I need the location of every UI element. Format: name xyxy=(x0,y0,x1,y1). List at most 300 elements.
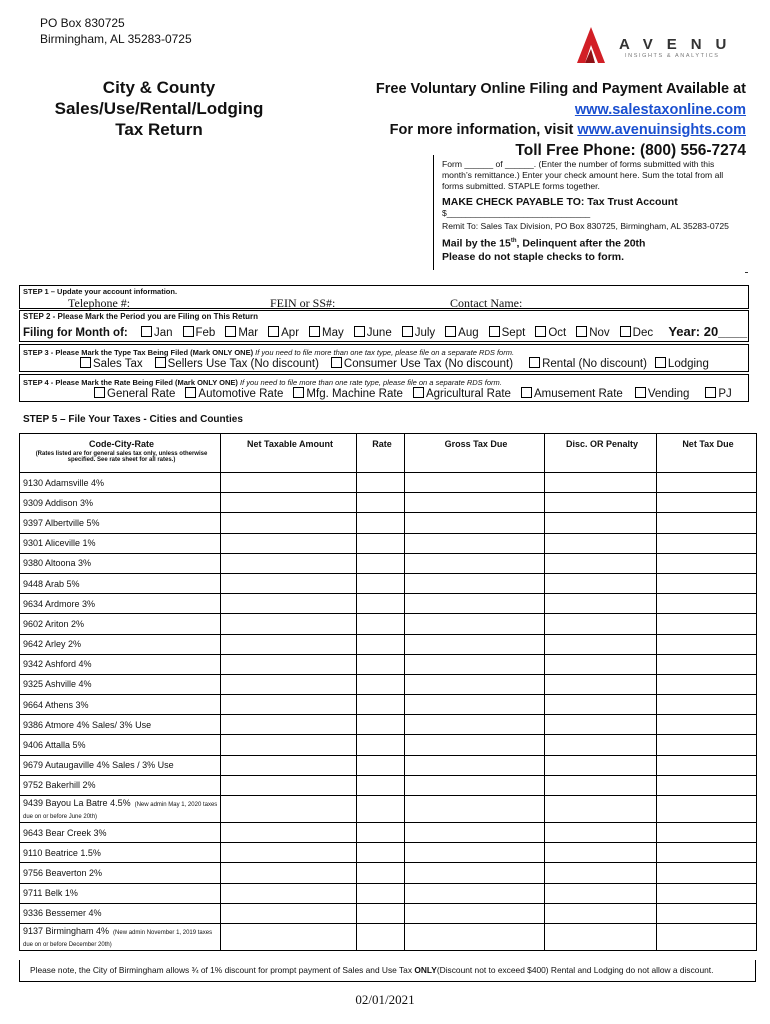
city-rate-cell xyxy=(20,493,221,513)
net-taxable-input[interactable] xyxy=(221,903,357,923)
tax-type-option[interactable] xyxy=(80,358,143,370)
net-tax-input[interactable] xyxy=(657,735,757,755)
fein-field[interactable]: FEIN or SS#: xyxy=(270,296,336,310)
gross-tax-input[interactable] xyxy=(405,533,545,553)
gross-tax-input[interactable] xyxy=(405,715,545,735)
tax-type-option[interactable] xyxy=(155,358,319,370)
disc-penalty-input[interactable] xyxy=(545,903,657,923)
col-code-city-rate-label: Code-City-Rate xyxy=(88,439,154,449)
net-taxable-input[interactable] xyxy=(221,863,357,883)
avenu-logo xyxy=(573,25,741,65)
net-taxable-input[interactable] xyxy=(221,493,357,513)
city-name: 9602 Ariton 2% xyxy=(23,618,85,629)
city-name: 9301 Aliceville 1% xyxy=(23,538,96,549)
telephone-field[interactable]: Telephone #: xyxy=(68,296,131,310)
city-rate-cell xyxy=(20,755,221,775)
filing-month-label: Filing for Month of: xyxy=(23,327,128,339)
avenuinsights-link[interactable]: www.avenuinsights.com xyxy=(577,122,746,138)
disc-penalty-input[interactable] xyxy=(545,634,657,654)
table-row xyxy=(20,513,757,533)
tax-type-label: Rental (No discount) xyxy=(542,358,647,370)
net-tax-input[interactable] xyxy=(657,823,757,843)
net-taxable-input[interactable] xyxy=(221,654,357,674)
rate-input[interactable] xyxy=(357,674,405,694)
rate-input[interactable] xyxy=(357,573,405,593)
month-option-feb[interactable] xyxy=(183,327,216,339)
divider-mark xyxy=(745,272,748,273)
city-rate-cell xyxy=(20,775,221,795)
net-tax-input[interactable] xyxy=(657,553,757,573)
net-tax-input[interactable] xyxy=(657,573,757,593)
disc-penalty-input[interactable] xyxy=(545,573,657,593)
rate-input[interactable] xyxy=(357,594,405,614)
city-name: 9711 Belk 1% xyxy=(23,888,78,899)
city-name: 9397 Albertville 5% xyxy=(23,517,100,528)
gross-tax-input[interactable] xyxy=(405,634,545,654)
gross-tax-input[interactable] xyxy=(405,473,545,493)
rate-type-label: PJ xyxy=(718,388,732,400)
table-row xyxy=(20,573,757,593)
city-name: 9679 Autaugaville 4% Sales / 3% Use xyxy=(23,760,174,771)
rate-type-option[interactable] xyxy=(94,388,175,400)
disc-penalty-input[interactable] xyxy=(545,533,657,553)
disc-penalty-input[interactable] xyxy=(545,614,657,634)
net-tax-input[interactable] xyxy=(657,843,757,863)
month-checkbox[interactable] xyxy=(489,326,500,337)
net-taxable-input[interactable] xyxy=(221,695,357,715)
gross-tax-input[interactable] xyxy=(405,573,545,593)
rate-type-checkbox[interactable] xyxy=(413,387,424,398)
rate-input[interactable] xyxy=(357,473,405,493)
disc-penalty-input[interactable] xyxy=(545,775,657,795)
footnote-suffix: (Discount not to exceed $400) Rental and Lodging do not allow a discount. xyxy=(436,965,714,975)
tax-table-body xyxy=(20,473,757,951)
disc-penalty-input[interactable] xyxy=(545,715,657,735)
title-line-3: Tax Return xyxy=(115,120,203,139)
net-taxable-input[interactable] xyxy=(221,533,357,553)
net-tax-input[interactable] xyxy=(657,755,757,775)
table-row xyxy=(20,843,757,863)
table-row xyxy=(20,903,757,923)
table-row xyxy=(20,715,757,735)
net-taxable-input[interactable] xyxy=(221,614,357,634)
rate-type-checkbox[interactable] xyxy=(705,387,716,398)
col-rate-note: (Rates listed are for general sales tax only, unless otherwise specified. See rate sheet for all rates.) xyxy=(35,451,208,463)
rate-type-option[interactable] xyxy=(521,388,623,400)
rate-type-checkbox[interactable] xyxy=(521,387,532,398)
city-name: 9336 Bessemer 4% xyxy=(23,908,102,919)
form-count-instructions: Form ______ of ______. (Enter the number of forms submitted with this month’s remittance.) Enter your check amount here. Sum the total from all forms submitted. STAPLE forms together. xyxy=(442,159,724,191)
month-option-may[interactable] xyxy=(309,327,344,339)
disc-penalty-input[interactable] xyxy=(545,755,657,775)
city-admin-note: (New admin November 1, 2019 taxes due on or before December 20th) xyxy=(23,929,213,948)
city-name: 9642 Arley 2% xyxy=(23,639,82,650)
city-rate-cell xyxy=(20,823,221,843)
tax-type-option[interactable] xyxy=(529,358,647,370)
city-rate-cell xyxy=(20,674,221,694)
disc-penalty-input[interactable] xyxy=(545,863,657,883)
step1-account-info xyxy=(19,285,749,309)
tax-type-options xyxy=(80,357,709,370)
rate-input[interactable] xyxy=(357,903,405,923)
step5-label: STEP 5 – File Your Taxes - Cities and Counties xyxy=(23,414,243,425)
month-checkbox[interactable] xyxy=(402,326,413,337)
remit-to-address: Remit To: Sales Tax Division, PO Box 830725, Birmingham, AL 35283-0725 xyxy=(442,221,729,231)
city-name: 9110 Beatrice 1.5% xyxy=(23,847,101,858)
net-tax-input[interactable] xyxy=(657,775,757,795)
city-rate-cell xyxy=(20,796,221,823)
rate-input[interactable] xyxy=(357,533,405,553)
rate-type-checkbox[interactable] xyxy=(94,387,105,398)
address-line-1: PO Box 830725 xyxy=(40,16,125,30)
city-rate-cell xyxy=(20,715,221,735)
month-label: Feb xyxy=(195,327,216,339)
table-row xyxy=(20,553,757,573)
disc-penalty-input[interactable] xyxy=(545,594,657,614)
month-label: June xyxy=(366,327,392,339)
gross-tax-input[interactable] xyxy=(405,843,545,863)
month-label: Aug xyxy=(458,327,479,339)
month-option-oct[interactable] xyxy=(535,327,566,339)
table-row xyxy=(20,775,757,795)
net-taxable-input[interactable] xyxy=(221,473,357,493)
net-taxable-input[interactable] xyxy=(221,883,357,903)
step1-label: STEP 1 – Update your account information. xyxy=(23,287,178,296)
return-address xyxy=(40,15,192,47)
city-rate-cell xyxy=(20,903,221,923)
month-checkbox[interactable] xyxy=(225,326,236,337)
table-row xyxy=(20,473,757,493)
month-checkbox[interactable] xyxy=(183,326,194,337)
rate-input[interactable] xyxy=(357,883,405,903)
city-rate-cell xyxy=(20,594,221,614)
rate-input[interactable] xyxy=(357,493,405,513)
step2-label: STEP 2 - Please Mark the Period you are Filing on This Return xyxy=(23,312,259,321)
rate-input[interactable] xyxy=(357,775,405,795)
disc-penalty-input[interactable] xyxy=(545,473,657,493)
table-row xyxy=(20,883,757,903)
rate-type-checkbox[interactable] xyxy=(185,387,196,398)
net-taxable-input[interactable] xyxy=(221,573,357,593)
month-checkbox[interactable] xyxy=(141,326,152,337)
net-taxable-input[interactable] xyxy=(221,923,357,950)
month-option-nov[interactable] xyxy=(576,327,609,339)
table-row xyxy=(20,755,757,775)
rate-input[interactable] xyxy=(357,823,405,843)
gross-tax-input[interactable] xyxy=(405,513,545,533)
step4-label-bold: STEP 4 - Please Mark the Rate Being Filed (Mark ONLY ONE) xyxy=(23,378,238,387)
net-tax-input[interactable] xyxy=(657,614,757,634)
title-line-2: Sales/Use/Rental/Lodging xyxy=(54,99,264,118)
rate-type-label: Amusement Rate xyxy=(533,388,623,400)
payment-info-box xyxy=(433,155,745,270)
step3-tax-type xyxy=(19,344,749,372)
no-staple-note: Please do not staple checks to form. xyxy=(442,250,625,263)
gross-tax-input[interactable] xyxy=(405,674,545,694)
online-filing-promo xyxy=(376,79,746,161)
city-name: 9386 Atmore 4% Sales/ 3% Use xyxy=(23,719,152,730)
month-label: Mar xyxy=(238,327,259,339)
step3-label-italic: If you need to file more than one tax type, please file on a separate RDS form. xyxy=(253,348,515,357)
rate-type-checkbox[interactable] xyxy=(293,387,304,398)
month-label: Jan xyxy=(153,327,173,339)
salestaxonline-link[interactable]: www.salestaxonline.com xyxy=(574,101,746,118)
city-rate-cell xyxy=(20,654,221,674)
logo-tagline: INSIGHTS & ANALYTICS xyxy=(625,53,720,59)
tax-type-option[interactable] xyxy=(331,358,513,370)
rate-input[interactable] xyxy=(357,715,405,735)
col-gross-tax: Gross Tax Due xyxy=(405,434,545,473)
contact-name-field[interactable]: Contact Name: xyxy=(450,296,523,310)
month-label: Oct xyxy=(548,327,567,339)
rate-input[interactable] xyxy=(357,654,405,674)
city-name: 9752 Bakerhill 2% xyxy=(23,780,96,791)
city-rate-cell xyxy=(20,533,221,553)
gross-tax-input[interactable] xyxy=(405,695,545,715)
tax-type-label: Lodging xyxy=(667,358,709,370)
table-row xyxy=(20,493,757,513)
city-name: 9325 Ashville 4% xyxy=(23,679,92,690)
step4-rate-type xyxy=(19,374,749,402)
gross-tax-input[interactable] xyxy=(405,614,545,634)
gross-tax-input[interactable] xyxy=(405,755,545,775)
payable-to: MAKE CHECK PAYABLE TO: Tax Trust Account xyxy=(442,196,678,208)
col-disc-penalty: Disc. OR Penalty xyxy=(545,434,657,473)
month-checkbox[interactable] xyxy=(576,326,587,337)
rate-input[interactable] xyxy=(357,843,405,863)
city-name: 9756 Beaverton 2% xyxy=(23,867,103,878)
tax-type-label: Sales Tax xyxy=(93,358,143,370)
gross-tax-input[interactable] xyxy=(405,796,545,823)
city-name: 9137 Birmingham 4% xyxy=(23,925,110,936)
disc-penalty-input[interactable] xyxy=(545,654,657,674)
month-option-june[interactable] xyxy=(354,327,392,339)
net-tax-input[interactable] xyxy=(657,715,757,735)
rate-input[interactable] xyxy=(357,796,405,823)
disc-penalty-input[interactable] xyxy=(545,674,657,694)
rate-type-label: Agricultural Rate xyxy=(425,388,511,400)
city-name: 9380 Altoona 3% xyxy=(23,558,92,569)
net-tax-input[interactable] xyxy=(657,796,757,823)
city-rate-cell xyxy=(20,695,221,715)
city-admin-note: (New admin May 1, 2020 taxes due on or before June 20th) xyxy=(23,802,218,820)
rate-type-options xyxy=(94,387,732,400)
disc-penalty-input[interactable] xyxy=(545,883,657,903)
net-taxable-input[interactable] xyxy=(221,634,357,654)
tax-table xyxy=(19,433,757,951)
month-checkbox[interactable] xyxy=(620,326,631,337)
net-tax-input[interactable] xyxy=(657,513,757,533)
mail-deadline-suffix: , Delinquent after the 20th xyxy=(516,237,646,250)
mail-deadline-sup: th xyxy=(510,238,517,244)
logo-wordmark: AVENU xyxy=(619,36,741,53)
net-tax-input[interactable] xyxy=(657,674,757,694)
gross-tax-input[interactable] xyxy=(405,823,545,843)
city-name: 9342 Ashford 4% xyxy=(23,659,92,670)
month-option-apr[interactable] xyxy=(268,327,299,339)
check-amount-field[interactable]: $______________________________ xyxy=(442,208,591,218)
month-option-mar[interactable] xyxy=(225,327,258,339)
step4-label xyxy=(23,378,502,387)
net-tax-input[interactable] xyxy=(657,923,757,950)
net-tax-input[interactable] xyxy=(657,594,757,614)
tax-type-checkbox[interactable] xyxy=(529,357,540,368)
more-info-text: For more information, visit xyxy=(389,122,578,138)
city-rate-cell xyxy=(20,634,221,654)
month-checkbox[interactable] xyxy=(354,326,365,337)
city-rate-cell xyxy=(20,553,221,573)
rate-input[interactable] xyxy=(357,513,405,533)
tax-type-checkbox[interactable] xyxy=(655,357,666,368)
city-rate-cell xyxy=(20,923,221,950)
disc-penalty-input[interactable] xyxy=(545,923,657,950)
disc-penalty-input[interactable] xyxy=(545,513,657,533)
avenu-logo-mark-icon xyxy=(573,25,609,65)
gross-tax-input[interactable] xyxy=(405,883,545,903)
gross-tax-input[interactable] xyxy=(405,493,545,513)
gross-tax-input[interactable] xyxy=(405,594,545,614)
month-checkbox[interactable] xyxy=(309,326,320,337)
month-label: Nov xyxy=(589,327,610,339)
city-name: 9664 Athens 3% xyxy=(23,699,89,710)
net-taxable-input[interactable] xyxy=(221,755,357,775)
net-taxable-input[interactable] xyxy=(221,674,357,694)
disc-penalty-input[interactable] xyxy=(545,843,657,863)
rate-type-option[interactable] xyxy=(413,388,511,400)
step3-label xyxy=(23,348,514,357)
table-row xyxy=(20,695,757,715)
net-taxable-input[interactable] xyxy=(221,843,357,863)
gross-tax-input[interactable] xyxy=(405,903,545,923)
rate-input[interactable] xyxy=(357,553,405,573)
rate-input[interactable] xyxy=(357,614,405,634)
rate-type-label: Vending xyxy=(647,388,690,400)
month-option-dec[interactable] xyxy=(620,327,653,339)
month-checkbox-list xyxy=(131,327,653,339)
rate-type-option[interactable] xyxy=(705,388,731,400)
month-checkbox[interactable] xyxy=(268,326,279,337)
mail-deadline xyxy=(442,235,745,251)
city-rate-cell xyxy=(20,735,221,755)
net-taxable-input[interactable] xyxy=(221,715,357,735)
month-label: Apr xyxy=(281,327,300,339)
month-checkbox[interactable] xyxy=(535,326,546,337)
net-taxable-input[interactable] xyxy=(221,513,357,533)
city-rate-cell xyxy=(20,843,221,863)
city-name: 9448 Arab 5% xyxy=(23,578,80,589)
disc-penalty-input[interactable] xyxy=(545,493,657,513)
rate-input[interactable] xyxy=(357,634,405,654)
month-option-aug[interactable] xyxy=(445,327,478,339)
city-rate-cell xyxy=(20,883,221,903)
net-tax-input[interactable] xyxy=(657,654,757,674)
city-rate-cell xyxy=(20,863,221,883)
net-taxable-input[interactable] xyxy=(221,823,357,843)
gross-tax-input[interactable] xyxy=(405,923,545,950)
net-tax-input[interactable] xyxy=(657,533,757,553)
rate-input[interactable] xyxy=(357,863,405,883)
table-row xyxy=(20,594,757,614)
table-row xyxy=(20,533,757,553)
net-tax-input[interactable] xyxy=(657,473,757,493)
disc-penalty-input[interactable] xyxy=(545,735,657,755)
net-taxable-input[interactable] xyxy=(221,775,357,795)
rate-input[interactable] xyxy=(357,923,405,950)
rate-type-option[interactable] xyxy=(293,388,403,400)
net-taxable-input[interactable] xyxy=(221,735,357,755)
tax-type-checkbox[interactable] xyxy=(80,357,91,368)
disc-penalty-input[interactable] xyxy=(545,695,657,715)
gross-tax-input[interactable] xyxy=(405,775,545,795)
footnote-prefix: Please note, the City of Birmingham allows ¾ of 1% discount for prompt payment of Sales and Use Tax xyxy=(30,965,415,975)
disc-penalty-input[interactable] xyxy=(545,796,657,823)
tax-type-checkbox[interactable] xyxy=(331,357,342,368)
net-tax-input[interactable] xyxy=(657,883,757,903)
tax-type-checkbox[interactable] xyxy=(155,357,166,368)
year-field[interactable]: Year: 20____ xyxy=(668,324,748,339)
net-tax-input[interactable] xyxy=(657,863,757,883)
step3-label-bold: STEP 3 - Please Mark the Type Tax Being Filed (Mark ONLY ONE) xyxy=(23,348,254,357)
rate-input[interactable] xyxy=(357,755,405,775)
col-code-city-rate xyxy=(20,434,221,473)
city-name: 9406 Attalla 5% xyxy=(23,740,86,751)
month-option-jan[interactable] xyxy=(141,327,173,339)
month-option-sept[interactable] xyxy=(489,327,526,339)
promo-line: Free Voluntary Online Filing and Payment Available at xyxy=(375,81,746,97)
month-label: July xyxy=(414,327,436,339)
net-tax-input[interactable] xyxy=(657,634,757,654)
tax-type-option[interactable] xyxy=(655,358,709,370)
net-taxable-input[interactable] xyxy=(221,594,357,614)
title-line-1: City & County xyxy=(102,78,216,97)
city-rate-cell xyxy=(20,614,221,634)
net-tax-input[interactable] xyxy=(657,903,757,923)
city-rate-cell xyxy=(20,513,221,533)
net-tax-input[interactable] xyxy=(657,493,757,513)
city-name: 9634 Ardmore 3% xyxy=(23,598,96,609)
city-name: 9643 Bear Creek 3% xyxy=(23,827,107,838)
rate-input[interactable] xyxy=(357,695,405,715)
city-rate-cell xyxy=(20,473,221,493)
form-revision-date: 02/01/2021 xyxy=(355,992,415,1007)
rate-type-checkbox[interactable] xyxy=(635,387,646,398)
gross-tax-input[interactable] xyxy=(405,654,545,674)
net-taxable-input[interactable] xyxy=(221,796,357,823)
table-row xyxy=(20,634,757,654)
month-selector xyxy=(23,324,747,339)
toll-free-phone: Toll Free Phone: (800) 556-7274 xyxy=(515,141,746,159)
table-row xyxy=(20,654,757,674)
tax-table-header xyxy=(20,434,757,473)
col-rate: Rate xyxy=(357,434,405,473)
disc-penalty-input[interactable] xyxy=(545,553,657,573)
net-taxable-input[interactable] xyxy=(221,553,357,573)
gross-tax-input[interactable] xyxy=(405,735,545,755)
net-tax-input[interactable] xyxy=(657,695,757,715)
month-option-july[interactable] xyxy=(402,327,435,339)
month-checkbox[interactable] xyxy=(445,326,456,337)
tax-type-label: Sellers Use Tax (No discount) xyxy=(167,358,319,370)
gross-tax-input[interactable] xyxy=(405,863,545,883)
disc-penalty-input[interactable] xyxy=(545,823,657,843)
month-label: May xyxy=(322,327,344,339)
city-rate-cell xyxy=(20,573,221,593)
rate-type-option[interactable] xyxy=(635,388,690,400)
city-name: 9309 Addison 3% xyxy=(23,497,94,508)
rate-type-option[interactable] xyxy=(185,388,283,400)
gross-tax-input[interactable] xyxy=(405,553,545,573)
rate-input[interactable] xyxy=(357,735,405,755)
